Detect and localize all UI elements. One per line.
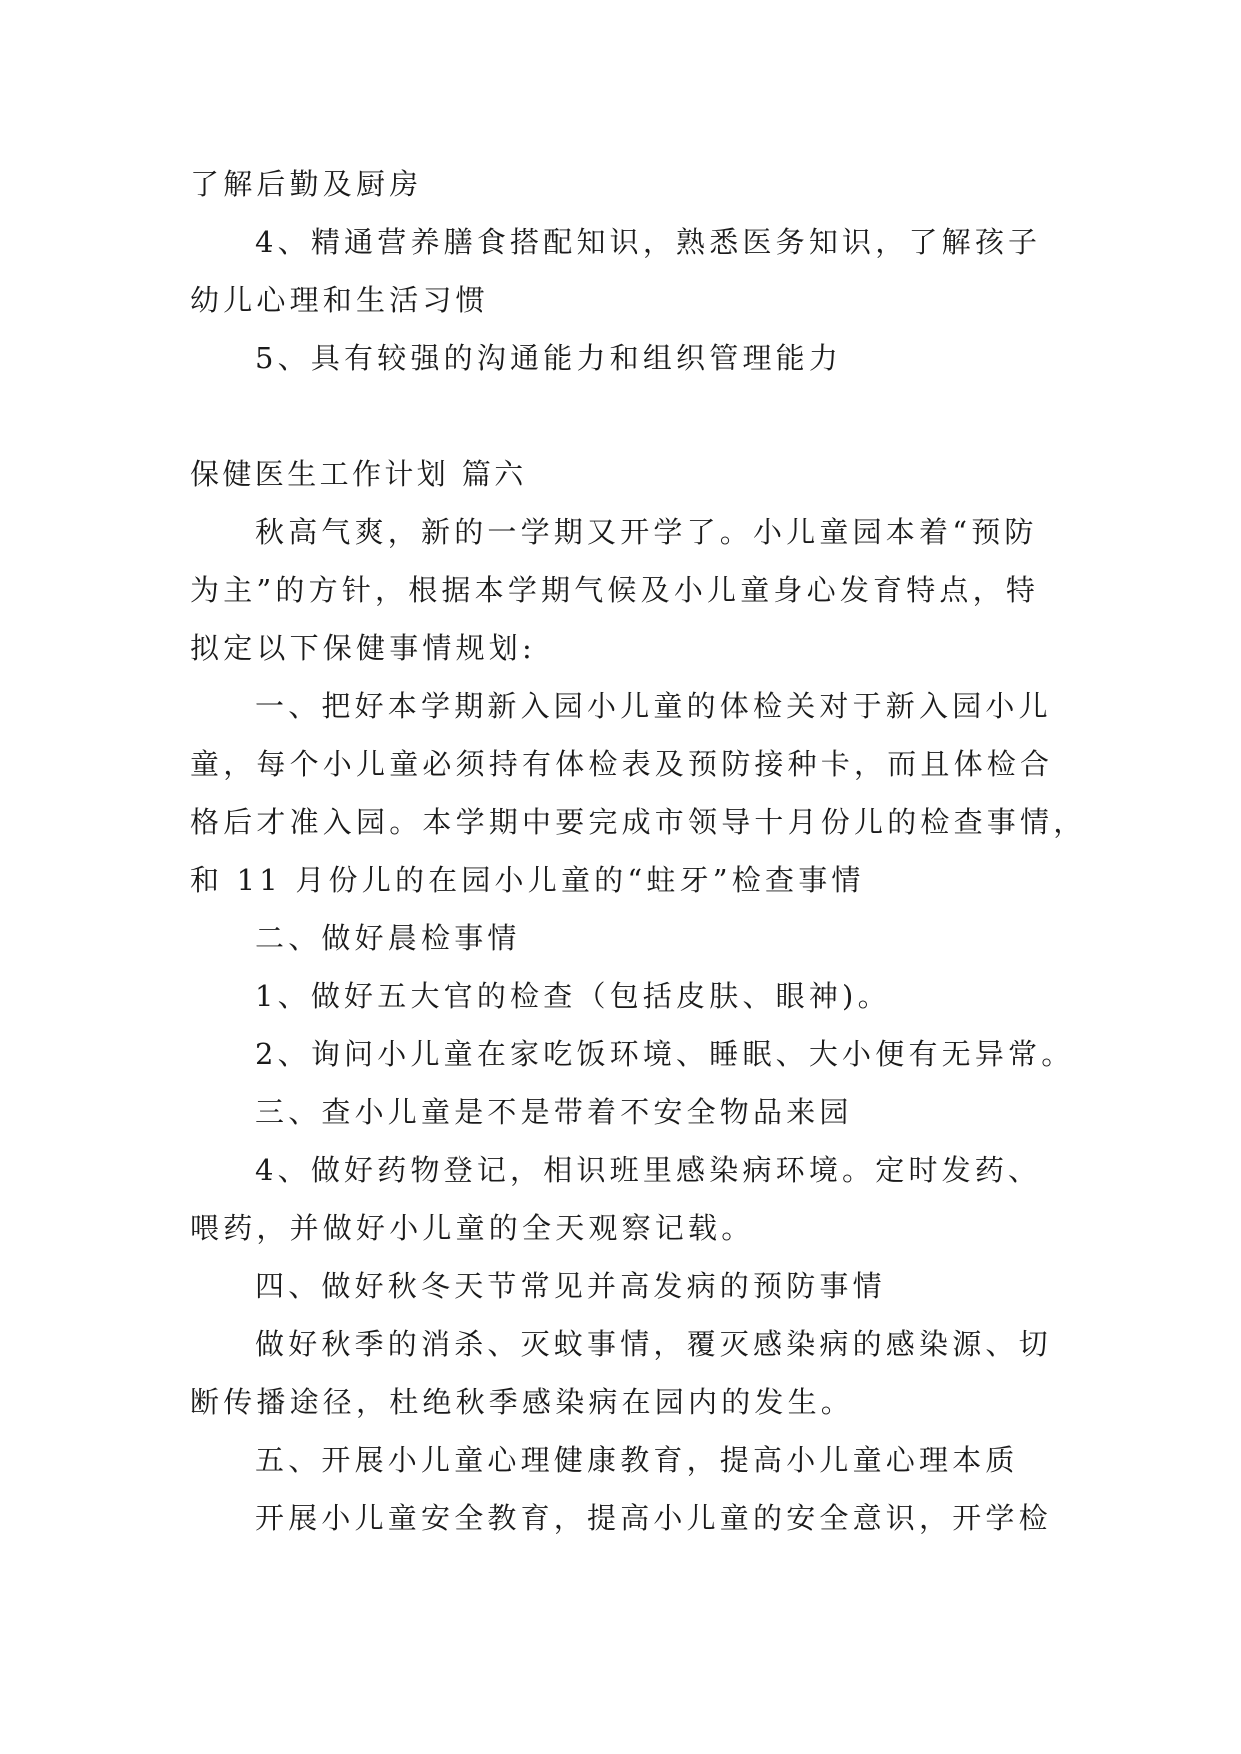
- body-text-line: 格后才准入园。本学期中要完成市领导十月份儿的检查事情，: [190, 805, 1087, 839]
- item-heading-5: 五、开展小儿童心理健康教育，提高小儿童心理本质: [255, 1443, 1019, 1477]
- item-heading-3: 三、查小儿童是不是带着不安全物品来园: [255, 1095, 853, 1129]
- list-item-1: 1、做好五大官的检查（包括皮肤、眼神)。: [255, 979, 891, 1013]
- paragraph-text: 做好秋季的消杀、灭蚊事情，覆灭感染病的感染源、切: [255, 1327, 1052, 1361]
- body-text-line: 幼儿心理和生活习惯: [190, 283, 489, 317]
- list-item-2: 2、询问小儿童在家吃饭环境、睡眠、大小便有无异常。: [255, 1037, 1075, 1071]
- section-heading: 保健医生工作计划 篇六: [190, 457, 527, 491]
- item-heading-4: 四、做好秋冬天节常见并高发病的预防事情: [255, 1269, 886, 1303]
- body-text-line: 和 11 月份儿的在园小儿童的“蛀牙”检查事情: [190, 863, 865, 897]
- item-heading-2: 二、做好晨检事情: [255, 921, 521, 955]
- body-text-line: 断传播途径，杜绝秋季感染病在园内的发生。: [190, 1385, 855, 1419]
- list-item-5: 5、具有较强的沟通能力和组织管理能力: [255, 341, 843, 375]
- list-item-4: 4、精通营养膳食搭配知识，熟悉医务知识，了解孩子: [255, 225, 1042, 259]
- body-text-line: 喂药，并做好小儿童的全天观察记载。: [190, 1211, 755, 1245]
- body-text-line: 了解后勤及厨房: [190, 167, 423, 201]
- paragraph-intro: 秋高气爽，新的一学期又开学了。小儿童园本着“预防: [255, 515, 1038, 549]
- body-text-line: 拟定以下保健事情规划:: [190, 631, 536, 665]
- item-heading-1: 一、把好本学期新入园小儿童的体检关对于新入园小儿: [255, 689, 1052, 723]
- body-text-line: 为主”的方针，根据本学期气候及小儿童身心发育特点，特: [190, 573, 1040, 607]
- list-item-4: 4、做好药物登记，相识班里感染病环境。定时发药、: [255, 1153, 1042, 1187]
- paragraph-text: 开展小儿童安全教育，提高小儿童的安全意识，开学检: [255, 1501, 1052, 1535]
- body-text-line: 童，每个小儿童必须持有体检表及预防接种卡，而且体检合: [190, 747, 1054, 781]
